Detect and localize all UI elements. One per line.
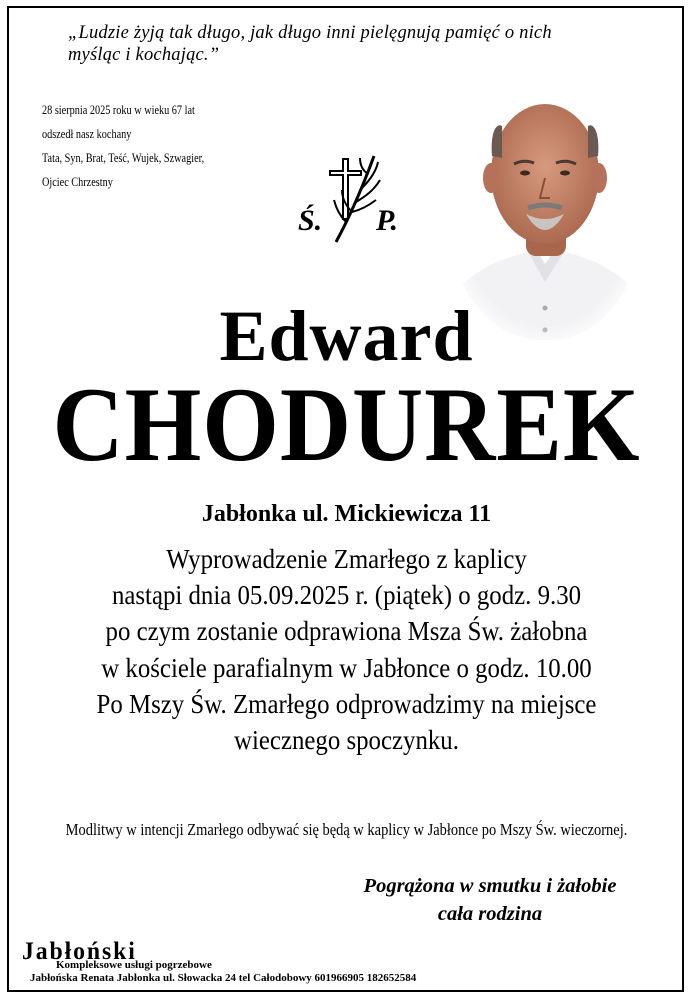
deceased-first-name: Edward [219, 296, 474, 376]
sp-symbol [296, 150, 406, 250]
quote-line: „Ludzie żyją tak długo, jak długo inni pielęgnują pamięć o nich [68, 23, 552, 43]
sp-left-letters: Ś. [298, 204, 323, 237]
ceremony-line: po czym zostanie odprawiona Msza Św. żałobna [105, 616, 588, 647]
intro-line: odszedł nasz kochany [42, 127, 132, 141]
cross-with-palm-branch-icon [329, 156, 380, 242]
prayer-notice: Modlitwy w intencji Zmarłego odbywać się będą w kaplicy w Jabłonce po Mszy Św. wieczornej. [65, 820, 628, 839]
ceremony-line: wiecznego spoczynku. [234, 725, 459, 756]
deceased-last-name: CHODUREK [52, 366, 641, 483]
ceremony-line: Wyprowadzenie Zmarłego z kaplicy [166, 544, 527, 574]
intro-line: Ojciec Chrzestny [42, 175, 113, 189]
funeral-home-logo: Jabłoński [22, 938, 137, 965]
sp-right-letters: P. [376, 204, 398, 237]
intro-line: 28 sierpnia 2025 roku w wieku 67 lat [42, 103, 195, 117]
family-signature [300, 872, 680, 928]
deceased-address: Jabłonka ul. Mickiewicza 11 [201, 501, 492, 527]
ceremony-details [28, 541, 666, 758]
funeral-home-footer [22, 938, 662, 984]
ceremony-line: Po Mszy Św. Zmarłego odprowadzimy na miejsce [96, 688, 597, 719]
funeral-home-contact: Jabłońska Renata Jabłonka ul. Słowacka 24 tel Całodobowy 601966905 182652584 [30, 972, 417, 984]
quote-line: myśląc i kochając.” [68, 45, 220, 65]
funeral-home-services: Kompleksowe usługi pogrzebowe [56, 959, 212, 971]
ceremony-line: w kościele parafialnym w Jabłonce o godz. 10.00 [101, 652, 592, 683]
family-line: cała rodzina [437, 903, 543, 925]
memorial-quote [68, 22, 628, 66]
ceremony-line: nastąpi dnia 05.09.2025 r. (piątek) o godz. 9.30 [111, 580, 582, 611]
intro-line: Tata, Syn, Brat, Teść, Wujek, Szwagier, [42, 151, 205, 165]
death-announcement [42, 98, 214, 194]
family-line: Pogrążona w smutku i żałobie [363, 875, 617, 897]
